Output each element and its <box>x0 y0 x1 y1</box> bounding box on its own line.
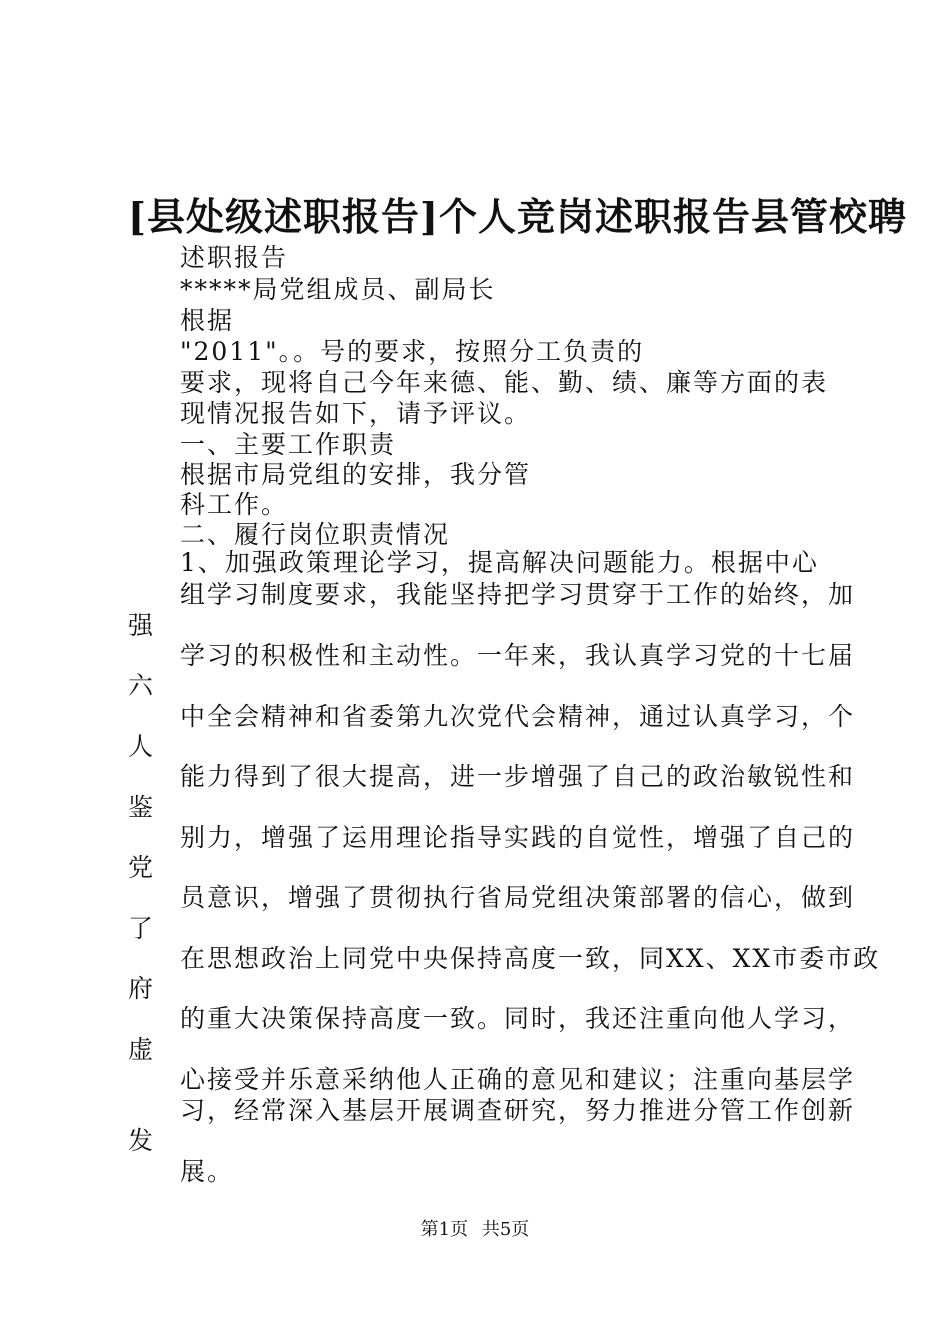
page-total: 共5页 <box>481 1219 530 1240</box>
body-line: 组学习制度要求，我能坚持把学习贯穿于工作的始终，加 <box>180 580 856 609</box>
body-line: 1、加强政策理论学习，提高解决问题能力。根据中心 <box>180 548 819 577</box>
body-line: *****局党组成员、副局长 <box>180 275 496 304</box>
body-line: 的重大决策保持高度一致。同时，我还注重向他人学习， <box>180 1004 856 1033</box>
body-line: 展。 <box>180 1157 235 1186</box>
document-title: [县处级述职报告]个人竞岗述职报告县管校聘 <box>128 194 907 239</box>
margin-character: 发 <box>128 1126 154 1155</box>
body-line: 心接受并乐意采纳他人正确的意见和建议；注重向基层学 <box>180 1065 856 1094</box>
body-line: 别力，增强了运用理论指导实践的自觉性，增强了自己的 <box>180 823 856 852</box>
page-footer <box>0 1215 950 1241</box>
margin-character: 党 <box>128 853 154 882</box>
body-line: 一、主要工作职责 <box>180 430 397 459</box>
body-line: 中全会精神和省委第九次党代会精神，通过认真学习，个 <box>180 702 856 731</box>
body-line: 能力得到了很大提高，进一步增强了自己的政治敏锐性和 <box>180 762 856 791</box>
margin-character: 了 <box>128 914 154 943</box>
body-line: 要求，现将自己今年来德、能、勤、绩、廉等方面的表 <box>180 368 829 397</box>
body-line: 学习的积极性和主动性。一年来，我认真学习党的十七届 <box>180 641 856 670</box>
body-line: 在思想政治上同党中央保持高度一致，同XX、XX市委市政 <box>180 944 881 973</box>
body-line: 根据市局党组的安排，我分管 <box>180 460 532 489</box>
body-line: 习，经常深入基层开展调查研究，努力推进分管工作创新 <box>180 1096 856 1125</box>
margin-character: 人 <box>128 732 154 761</box>
margin-character: 府 <box>128 974 154 1003</box>
margin-character: 强 <box>128 611 154 640</box>
body-line: 根据 <box>180 306 235 335</box>
body-line: "2011"。。号的要求，按照分工负责的 <box>180 337 645 366</box>
margin-character: 虚 <box>128 1035 154 1064</box>
body-line: 员意识，增强了贯彻执行省局党组决策部署的信心，做到 <box>180 883 856 912</box>
margin-character: 鉴 <box>128 793 154 822</box>
body-line: 科工作。 <box>180 490 289 519</box>
body-line: 现情况报告如下，请予评议。 <box>180 399 532 428</box>
page-number: 第1页 <box>420 1219 469 1240</box>
margin-character: 六 <box>128 671 154 700</box>
body-line: 述职报告 <box>180 243 289 272</box>
body-line: 二、履行岗位职责情况 <box>180 520 451 549</box>
